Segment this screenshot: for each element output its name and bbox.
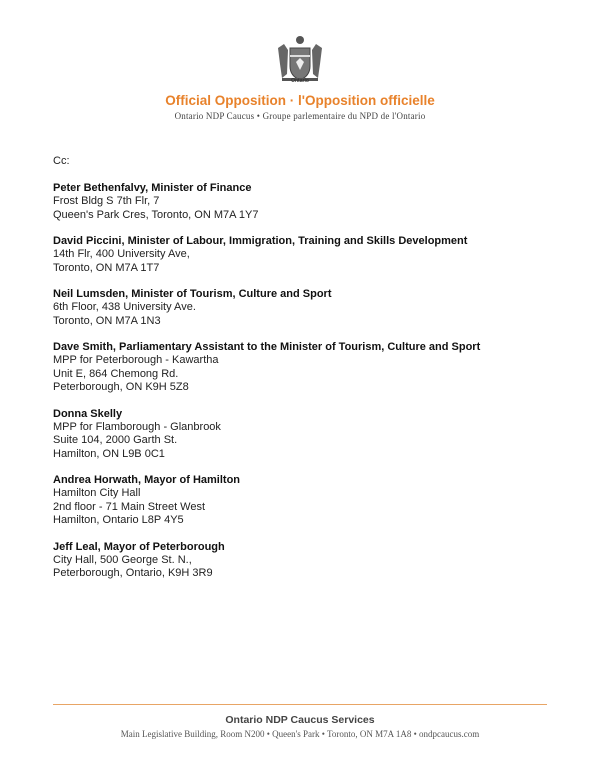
address-line: Hamilton, ON L9B 0C1 <box>53 447 165 460</box>
recipient-name: Neil Lumsden, Minister of Tourism, Culture and Sport <box>53 288 332 300</box>
address-line: Hamilton City Hall <box>53 487 141 499</box>
address-line: City Hall, 500 George St. N., <box>53 553 192 566</box>
recipient <box>53 473 553 528</box>
cc-label: Cc: <box>53 155 70 167</box>
footer-title: Ontario NDP Caucus Services <box>225 714 375 726</box>
recipient-name: Donna Skelly <box>53 407 123 420</box>
address-line: Hamilton, Ontario L8P 4Y5 <box>53 514 184 526</box>
address-line: Peterborough, ON K9H 5Z8 <box>53 381 189 393</box>
footer-divider <box>53 704 547 705</box>
address-line: MPP for Peterborough - Kawartha <box>53 354 219 366</box>
address-line: 2nd floor - 71 Main Street West <box>53 500 206 513</box>
recipient <box>53 234 553 275</box>
recipient-name: David Piccini, Minister of Labour, Immigration, Training and Skills Development <box>53 235 468 247</box>
recipient-name: Dave Smith, Parliamentary Assistant to the Minister of Tourism, Culture and Sport <box>53 341 481 353</box>
address-line: Toronto, ON M7A 1T7 <box>53 261 160 274</box>
org-title: Official Opposition · l'Opposition officielle <box>165 93 435 108</box>
address-line: 6th Floor, 438 University Ave. <box>53 301 196 313</box>
recipient <box>53 287 553 328</box>
address-line: Unit E, 864 Chemong Rd. <box>53 367 179 380</box>
recipient <box>53 407 553 462</box>
crest-label: Ontario <box>291 78 309 84</box>
recipient-list <box>53 181 553 593</box>
recipient-name: Peter Bethenfalvy, Minister of Finance <box>53 182 252 194</box>
address-line: Peterborough, Ontario, K9H 3R9 <box>53 567 213 579</box>
address-line: Suite 104, 2000 Garth St. <box>53 434 178 446</box>
address-line: Frost Bldg S 7th Flr, 7 <box>53 195 160 207</box>
address-line: MPP for Flamborough - Glanbrook <box>53 420 221 433</box>
footer-address: Main Legislative Building, Room N200 • Queen's Park • Toronto, ON M7A 1A8 • ondpcaucus.com <box>120 729 480 739</box>
recipient <box>53 181 553 222</box>
recipient <box>53 540 553 581</box>
recipient-name: Andrea Horwath, Mayor of Hamilton <box>53 474 241 486</box>
recipient-name: Jeff Leal, Mayor of Peterborough <box>53 540 225 553</box>
org-subtitle: Ontario NDP Caucus • Groupe parlementaire du NPD de l'Ontario <box>174 111 426 121</box>
address-line: 14th Flr, 400 University Ave, <box>53 248 190 260</box>
address-line: Toronto, ON M7A 1N3 <box>53 314 161 327</box>
address-line: Queen's Park Cres, Toronto, ON M7A 1Y7 <box>53 208 259 221</box>
recipient <box>53 340 553 395</box>
